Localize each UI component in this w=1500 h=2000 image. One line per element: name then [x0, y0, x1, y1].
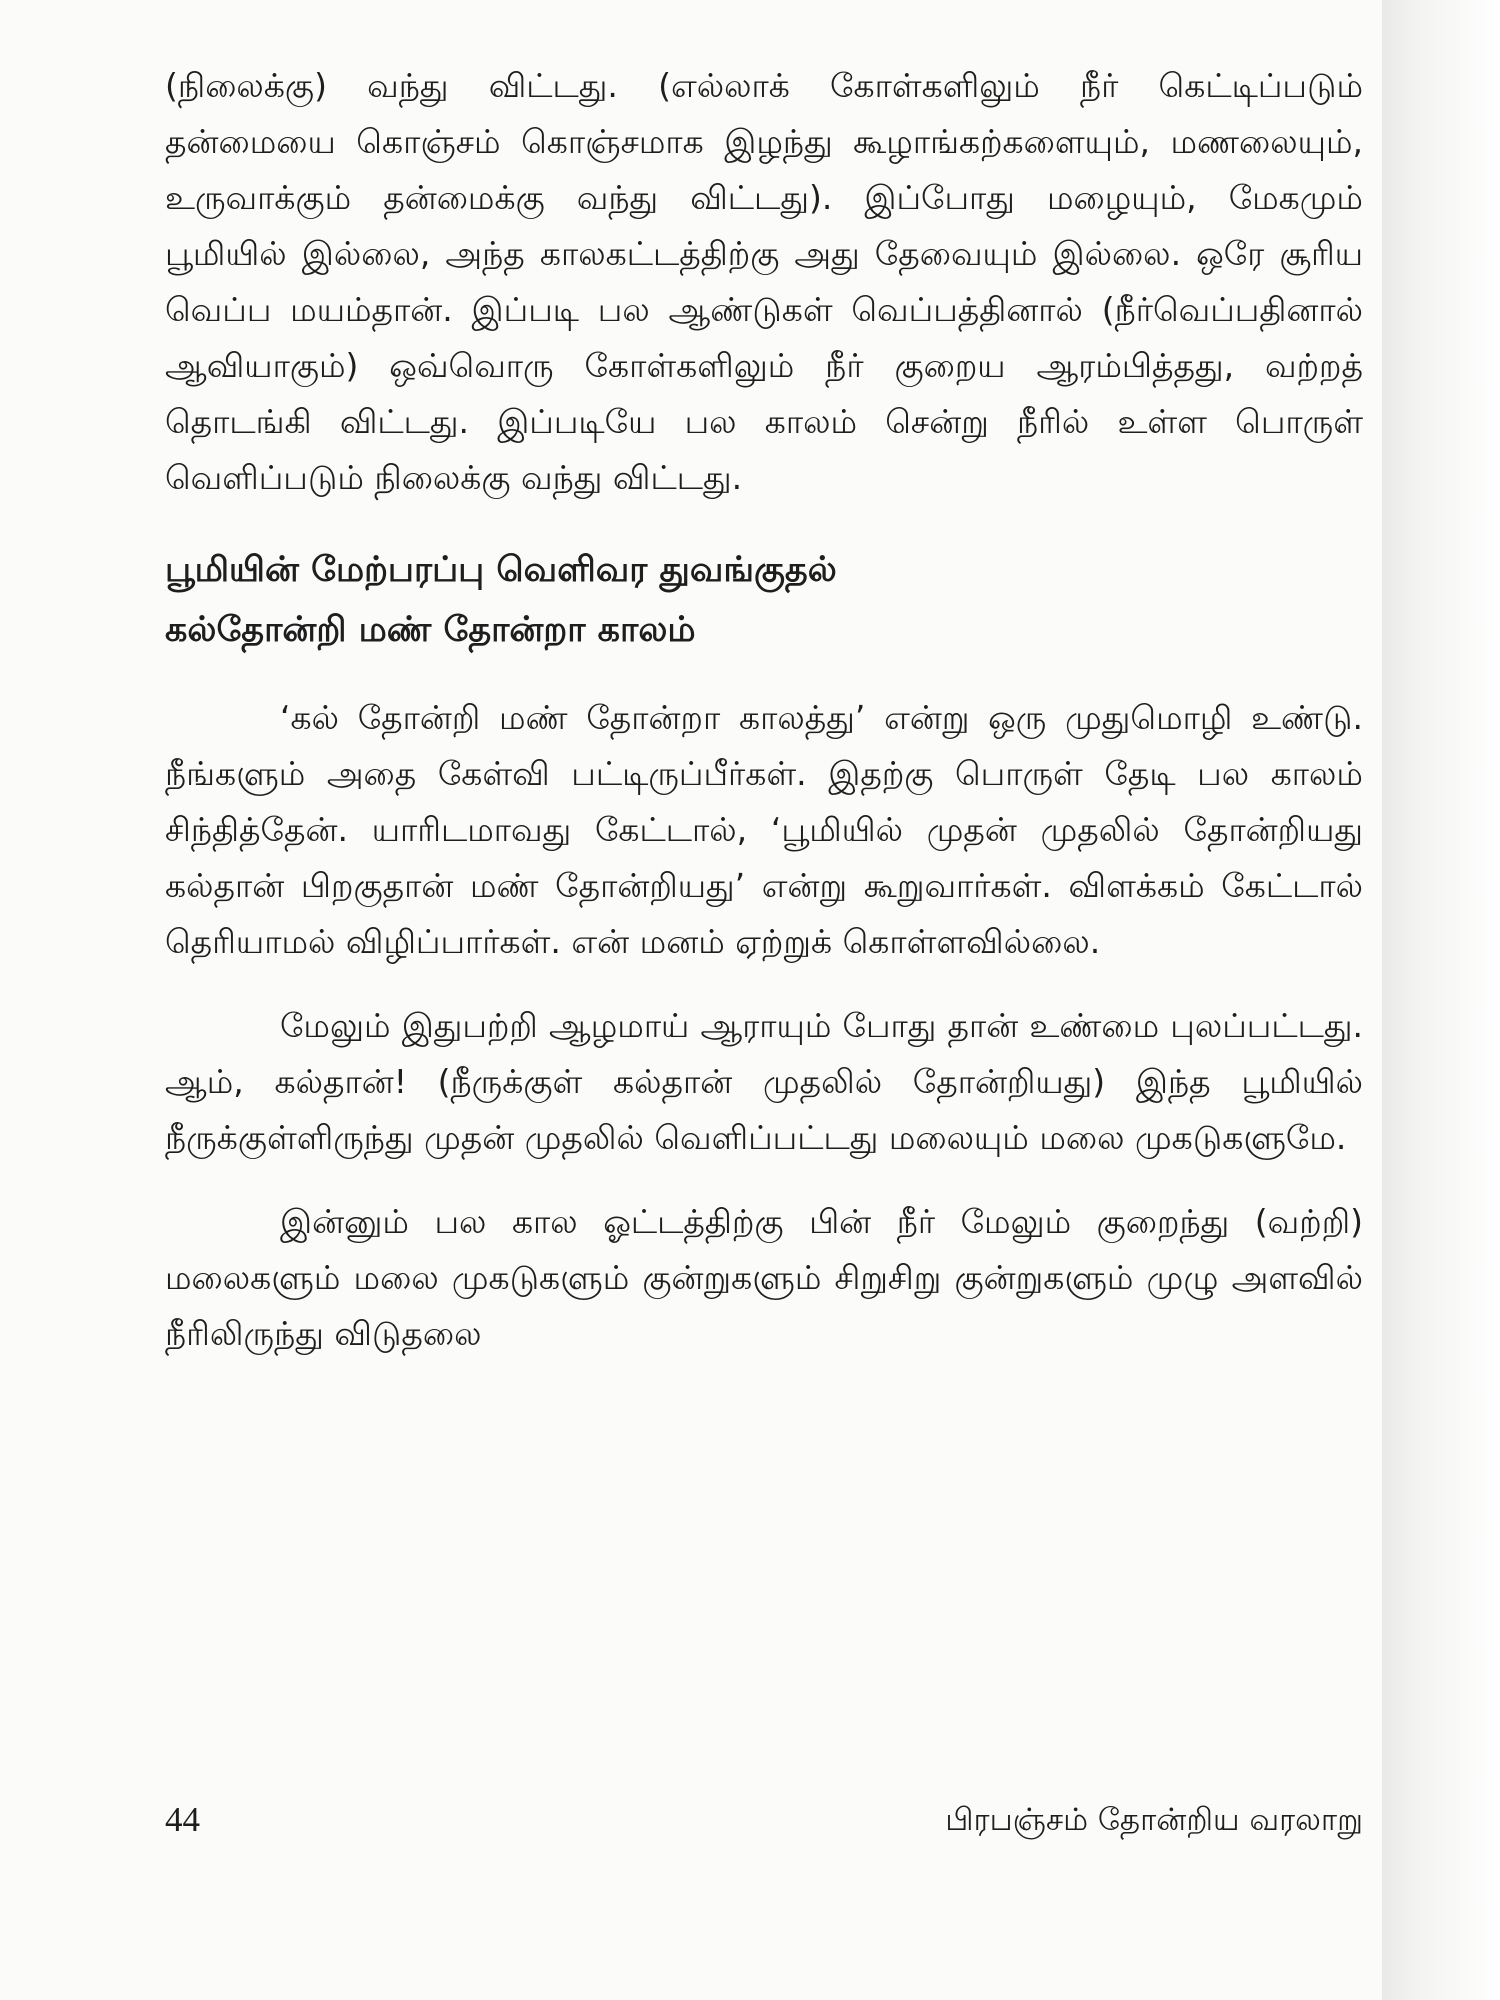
section-heading-line-1: பூமியின் மேற்பரப்பு வெளிவர துவங்குதல் — [165, 550, 837, 590]
section-heading — [165, 540, 1363, 660]
section-heading-line-2: கல்தோன்றி மண் தோன்றா காலம் — [165, 610, 696, 650]
paragraph-1: (நிலைக்கு) வந்து விட்டது. (எல்லாக் கோள்களிலும் நீர் கெட்டிப்படும் தன்மையை கொஞ்சம் கொஞ்சமாக இழந்து கூழாங்கற்களையும், மணலையும், உருவாக்கும் தன்மைக்கு வந்து விட்டது). இப்போது மழையும், மேகமும் பூமியில் இல்லை, அந்த காலகட்டத்திற்கு அது தேவையும் இல்லை. ஒரே சூரிய வெப்ப மயம்தான். இப்படி பல ஆண்டுகள் வெப்பத்தினால் (நீர்வெப்பதினால் ஆவியாகும்) ஒவ்வொரு கோள்களிலும் நீர் குறைய ஆரம்பித்தது, வற்றத் தொடங்கி விட்டது. இப்படியே பல காலம் சென்று நீரில் உள்ள பொருள் வெளிப்படும் நிலைக்கு வந்து விட்டது. — [165, 66, 1363, 497]
page-edge-shadow — [1382, 0, 1500, 2000]
body-text — [165, 58, 1363, 1362]
paragraph-2: ‘கல் தோன்றி மண் தோன்றா காலத்து’ என்று ஒரு முதுமொழி உண்டு. நீங்களும் அதை கேள்வி பட்டிருப்பீர்கள். இதற்கு பொருள் தேடி பல காலம் சிந்தித்தேன். யாரிடமாவது கேட்டால், ‘பூமியில் முதன் முதலில் தோன்றியது கல்தான் பிறகுதான் மண் தோன்றியது’ என்று கூறுவார்கள். விளக்கம் கேட்டால் தெரியாமல் விழிப்பார்கள். என் மனம் ஏற்றுக் கொள்ளவில்லை. — [165, 698, 1363, 961]
page-footer — [165, 1795, 1363, 1845]
page-number: 44 — [165, 1800, 200, 1839]
paragraph-4: இன்னும் பல கால ஓட்டத்திற்கு பின் நீர் மேலும் குறைந்து (வற்றி) மலைகளும் மலை முகடுகளும் குன்றுகளும் சிறுசிறு குன்றுகளும் முழு அளவில் நீரிலிருந்து விடுதலை — [165, 1202, 1363, 1353]
running-title: பிரபஞ்சம் தோன்றிய வரலாறு — [945, 1802, 1363, 1838]
paragraph-3: மேலும் இதுபற்றி ஆழமாய் ஆராயும் போது தான் உண்மை புலப்பட்டது. ஆம், கல்தான்! (நீருக்குள் கல்தான் முதலில் தோன்றியது) இந்த பூமியில் நீருக்குள்ளிருந்து முதன் முதலில் வெளிப்பட்டது மலையும் மலை முகடுகளுமே. — [165, 1006, 1363, 1157]
